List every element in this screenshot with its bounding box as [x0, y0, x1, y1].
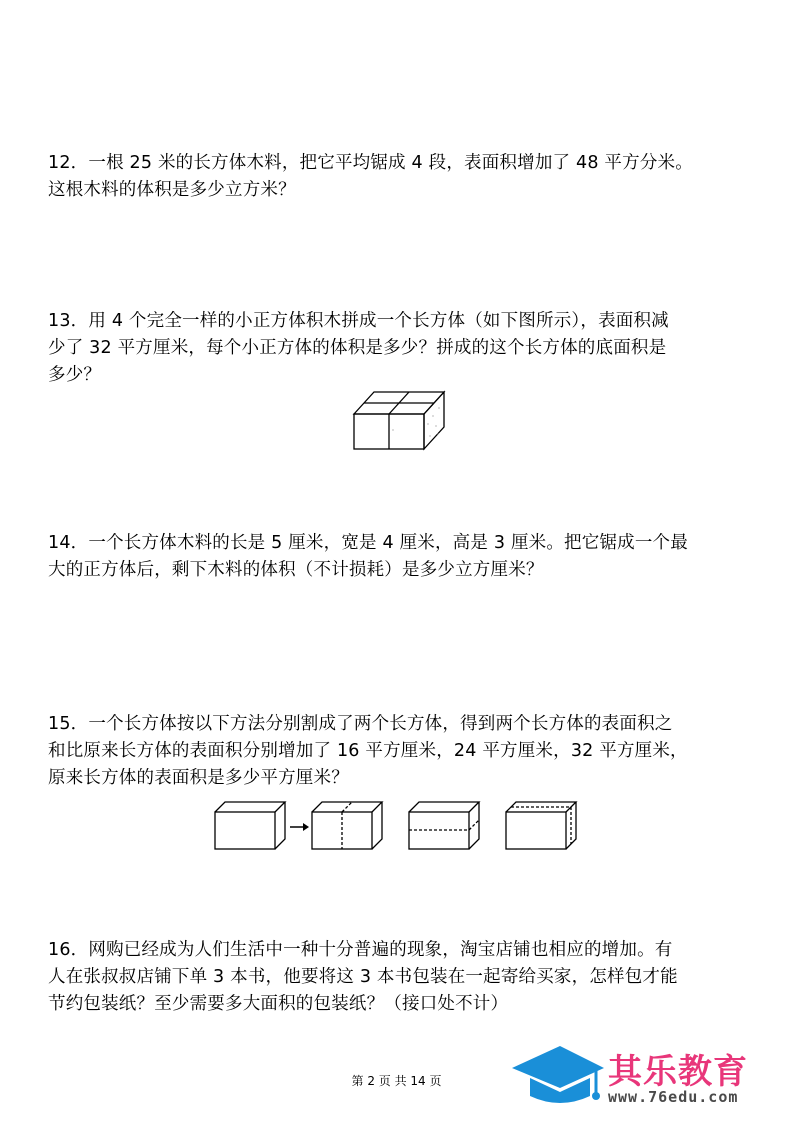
question-13-line-3: 多少？: [48, 365, 102, 385]
question-16: [48, 937, 748, 1018]
question-13: [48, 308, 748, 389]
question-13-line-1: 13．用 4 个完全一样的小正方体积木拼成一个长方体（如下图所示），表面积减: [48, 311, 669, 331]
right-face: [424, 392, 444, 449]
question-12-line-2: 这根木料的体积是多少立方米？: [48, 180, 296, 200]
question-15-line-2: 和比原来长方体的表面积分别增加了 16 平方厘米，24 平方厘米，32 平方厘米，: [48, 741, 688, 761]
brand-url: www.76edu.com: [608, 1088, 739, 1106]
question-15-line-1: 15．一个长方体按以下方法分别割成了两个长方体，得到两个长方体的表面积之: [48, 714, 673, 734]
cuboid-of-four-cubes-figure: [350, 386, 450, 454]
question-16-line-1: 16．网购已经成为人们生活中一种十分普遍的现象，淘宝店铺也相应的增加。有: [48, 940, 673, 960]
brand-name: 其乐教育: [608, 1052, 748, 1092]
question-14: [48, 530, 748, 584]
question-13-line-2: 少了 32 平方厘米，每个小正方体的体积是多少？拼成的这个长方体的底面积是: [48, 338, 667, 358]
question-12-line-1: 12．一根 25 米的长方体木料，把它平均锯成 4 段，表面积增加了 48 平方分米。: [48, 153, 693, 173]
arrow-icon: [290, 823, 309, 831]
question-15: [48, 711, 748, 792]
cuboid-cut-left-right: [312, 802, 382, 849]
graduation-cap-icon: [510, 1040, 606, 1108]
question-12: [48, 150, 748, 204]
cuboid-cut-top-bottom: [409, 802, 479, 849]
question-16-line-2: 人在张叔叔店铺下单 3 本书，他要将这 3 本书包装在一起寄给买家，怎样包才能: [48, 967, 678, 987]
question-15-line-3: 原来长方体的表面积是多少平方厘米？: [48, 768, 349, 788]
page-number: 第 2 页 共 14 页: [351, 1074, 442, 1088]
cuboid-cut-front-back: [506, 802, 576, 849]
question-16-line-3: 节约包装纸？至少需要多大面积的包装纸？（接口处不计）: [48, 994, 509, 1014]
question-14-line-2: 大的正方体后，剩下木料的体积（不计损耗）是多少立方厘米？: [48, 560, 544, 580]
question-14-line-1: 14．一个长方体木料的长是 5 厘米，宽是 4 厘米，高是 3 厘米。把它锯成一个最: [48, 533, 688, 553]
original-cuboid: [215, 802, 285, 849]
cuboid-cutting-methods-figure: [210, 798, 590, 854]
brand-logo: [510, 1040, 785, 1112]
